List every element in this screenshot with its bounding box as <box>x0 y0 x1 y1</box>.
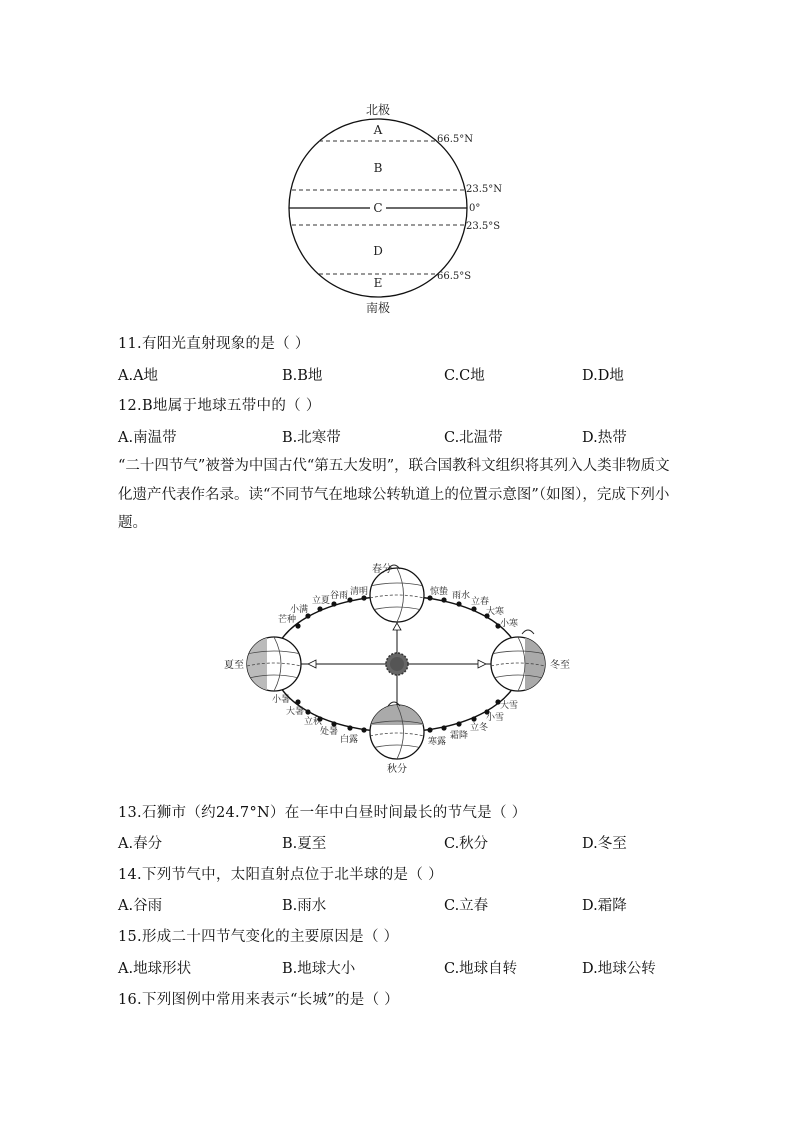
q13-option-a[interactable]: A.春分 <box>118 836 163 852</box>
label-jingzhe: 惊蛰 <box>430 587 449 597</box>
latitude-label-66s: 66.5°S <box>437 271 472 282</box>
label-lidong: 立冬 <box>470 723 489 733</box>
label-spring-equinox: 春分 <box>372 564 392 575</box>
latitude-label-23s: 23.5°S <box>466 221 501 232</box>
earth-autumn-equinox <box>370 702 424 759</box>
label-xiaoxue: 小雪 <box>486 713 505 723</box>
sun-core <box>390 657 404 671</box>
passage-line-1: “二十四节气”被誉为中国古代“第五大发明”，联合国教科文组织将其列入人类非物质文 <box>118 458 670 474</box>
passage-line-2: 化遗产代表作名录。读“不同节气在地球公转轨道上的位置示意图”（如图），完成下列小 <box>118 486 670 503</box>
q13-option-c[interactable]: C.秋分 <box>444 836 489 852</box>
zone-b-label: B <box>373 161 383 175</box>
orbit-arrow-top <box>393 623 401 630</box>
label-bailu: 白露 <box>340 735 359 745</box>
passage-line-3: 题。 <box>118 515 147 531</box>
label-dashu: 大暑 <box>286 707 305 717</box>
question-12: 12.B地属于地球五带中的（ ） <box>118 398 321 414</box>
label-xiaoshu: 小暑 <box>272 695 291 705</box>
orbit-arrow-right <box>478 660 486 668</box>
label-lichun: 立春 <box>471 597 490 607</box>
earth-summer-solstice <box>247 636 301 692</box>
latitude-label-equator: 0° <box>469 203 481 214</box>
label-hanlu: 寒露 <box>428 737 447 747</box>
zone-c-label: C <box>373 201 383 215</box>
label-mangzhong: 芒种 <box>278 615 297 625</box>
earth-zones-diagram <box>280 98 520 320</box>
question-13: 13.石狮市（约24.7°N）在一年中白昼时间最长的节气是（ ） <box>118 805 527 821</box>
orbit-arrow-left <box>308 660 316 668</box>
zone-e-label: E <box>373 276 383 290</box>
question-11: 11.有阳光直射现象的是（ ） <box>118 336 310 352</box>
q11-option-d[interactable]: D.D地 <box>582 368 624 384</box>
label-daxue: 大雪 <box>500 701 519 711</box>
latitude-label-66n: 66.5°N <box>437 134 474 145</box>
q15-option-a[interactable]: A.地球形状 <box>118 961 192 977</box>
q13-option-d[interactable]: D.冬至 <box>582 836 627 852</box>
label-autumn-equinox: 秋分 <box>387 764 407 775</box>
q14-option-a[interactable]: A.谷雨 <box>118 898 163 914</box>
zone-d-label: D <box>373 244 383 258</box>
q12-option-c[interactable]: C.北温带 <box>444 430 503 446</box>
label-winter-solstice: 冬至 <box>550 660 570 671</box>
label-xiaoman: 小满 <box>290 605 309 615</box>
q11-option-a[interactable]: A.A地 <box>118 368 159 384</box>
label-lixia: 立夏 <box>312 596 331 606</box>
q12-option-a[interactable]: A.南温带 <box>118 430 177 446</box>
zone-a-label: A <box>373 123 383 137</box>
south-pole-label: 南极 <box>365 301 391 315</box>
label-chushu: 处暑 <box>320 727 339 737</box>
label-guyu: 谷雨 <box>330 591 349 601</box>
north-pole-label: 北极 <box>365 103 391 117</box>
question-14: 14.下列节气中，太阳直射点位于北半球的是（ ） <box>118 867 443 883</box>
label-shuangjiang: 霜降 <box>450 731 469 741</box>
label-liqiu: 立秋 <box>304 717 323 727</box>
q11-option-c[interactable]: C.C地 <box>444 368 485 384</box>
q15-option-d[interactable]: D.地球公转 <box>582 961 656 977</box>
label-qingming: 清明 <box>350 587 369 597</box>
label-xiaohan: 小寒 <box>500 619 519 629</box>
label-yushui: 雨水 <box>452 591 471 601</box>
q14-option-b[interactable]: B.雨水 <box>282 898 327 914</box>
label-summer-solstice: 夏至 <box>224 660 244 671</box>
earth-winter-solstice <box>491 630 547 692</box>
q14-option-d[interactable]: D.霜降 <box>582 898 627 914</box>
q15-option-b[interactable]: B.地球大小 <box>282 961 356 977</box>
question-16: 16.下列图例中常用来表示“长城”的是（ ） <box>118 992 400 1008</box>
solar-terms-orbit-diagram <box>216 556 582 778</box>
label-dahan: 大寒 <box>486 607 505 617</box>
q12-option-b[interactable]: B.北寒带 <box>282 430 341 446</box>
q14-option-c[interactable]: C.立春 <box>444 898 489 914</box>
q12-option-d[interactable]: D.热带 <box>582 430 627 446</box>
q13-option-b[interactable]: B.夏至 <box>282 836 327 852</box>
q15-option-c[interactable]: C.地球自转 <box>444 961 518 977</box>
q11-option-b[interactable]: B.B地 <box>282 368 323 384</box>
question-15: 15.形成二十四节气变化的主要原因是（ ） <box>118 929 399 945</box>
latitude-label-23n: 23.5°N <box>466 184 503 195</box>
reading-passage <box>118 452 678 538</box>
